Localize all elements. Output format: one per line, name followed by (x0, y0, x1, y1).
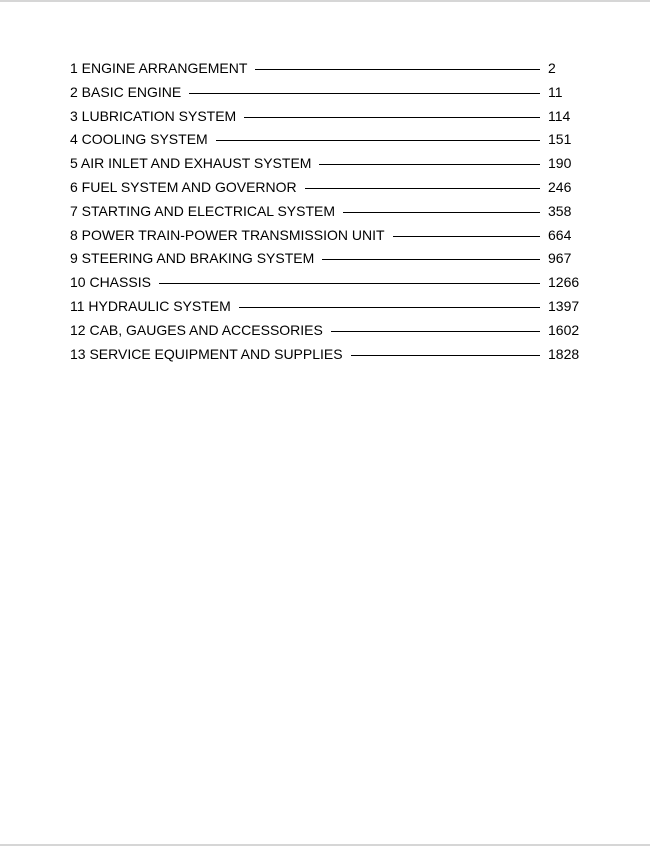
toc-leader-line (239, 307, 540, 308)
toc-leader-line (244, 117, 540, 118)
toc-entry[interactable] (70, 84, 580, 108)
toc-leader-line (322, 259, 540, 260)
toc-entry-page: 2 (548, 60, 556, 76)
toc-entry[interactable] (70, 227, 580, 251)
toc-entry-page: 114 (548, 107, 571, 124)
toc-entry[interactable] (70, 346, 580, 370)
toc-entry-title: 7 STARTING AND ELECTRICAL SYSTEM (70, 202, 336, 219)
toc-entry-page: 246 (548, 178, 572, 195)
toc-entry-page: 664 (548, 226, 572, 243)
toc-entry[interactable] (70, 179, 580, 203)
toc-leader-line (305, 188, 540, 189)
toc-entry-page: 967 (548, 250, 572, 267)
toc-entry[interactable] (70, 203, 580, 227)
toc-entry-page: 11 (548, 83, 563, 100)
toc-entry-page: 151 (548, 131, 572, 148)
table-of-contents (70, 60, 580, 369)
toc-leader-line (331, 331, 540, 332)
toc-entry[interactable] (70, 131, 580, 155)
toc-entry[interactable] (70, 298, 580, 322)
toc-entry-title: 4 COOLING SYSTEM (70, 131, 208, 148)
toc-leader-line (189, 93, 540, 94)
toc-entry-title: 10 CHASSIS (70, 274, 151, 291)
toc-entry[interactable] (70, 60, 580, 84)
toc-entry-title: 6 FUEL SYSTEM AND GOVERNOR (70, 178, 297, 195)
toc-leader-line (393, 236, 540, 237)
toc-entry-page: 1397 (548, 297, 580, 314)
toc-entry-title: 13 SERVICE EQUIPMENT AND SUPPLIES (70, 345, 343, 362)
toc-leader-line (255, 69, 540, 70)
toc-leader-line (159, 283, 540, 284)
toc-entry[interactable] (70, 155, 580, 179)
toc-entry-page: 1828 (548, 345, 580, 362)
toc-leader-line (319, 164, 540, 165)
toc-entry-title: 9 STEERING AND BRAKING SYSTEM (70, 250, 315, 267)
toc-entry[interactable] (70, 108, 580, 132)
toc-entry-page: 1266 (548, 274, 580, 291)
toc-entry-page: 358 (548, 202, 572, 219)
toc-entry-title: 3 LUBRICATION SYSTEM (70, 107, 237, 124)
toc-leader-line (216, 140, 540, 141)
toc-entry-title: 11 HYDRAULIC SYSTEM (70, 297, 231, 314)
toc-entry-title: 12 CAB, GAUGES AND ACCESSORIES (70, 321, 323, 338)
toc-entry[interactable] (70, 250, 580, 274)
toc-entry-title: 1 ENGINE ARRANGEMENT (70, 60, 248, 76)
toc-leader-line (343, 212, 540, 213)
toc-entry-page: 190 (548, 155, 572, 172)
toc-entry-title: 8 POWER TRAIN-POWER TRANSMISSION UNIT (70, 226, 385, 243)
toc-entry-title: 2 BASIC ENGINE (70, 83, 182, 100)
toc-entry-title: 5 AIR INLET AND EXHAUST SYSTEM (70, 155, 312, 172)
toc-leader-line (351, 355, 540, 356)
toc-entry[interactable] (70, 274, 580, 298)
toc-entry[interactable] (70, 322, 580, 346)
toc-entry-page: 1602 (548, 321, 580, 338)
